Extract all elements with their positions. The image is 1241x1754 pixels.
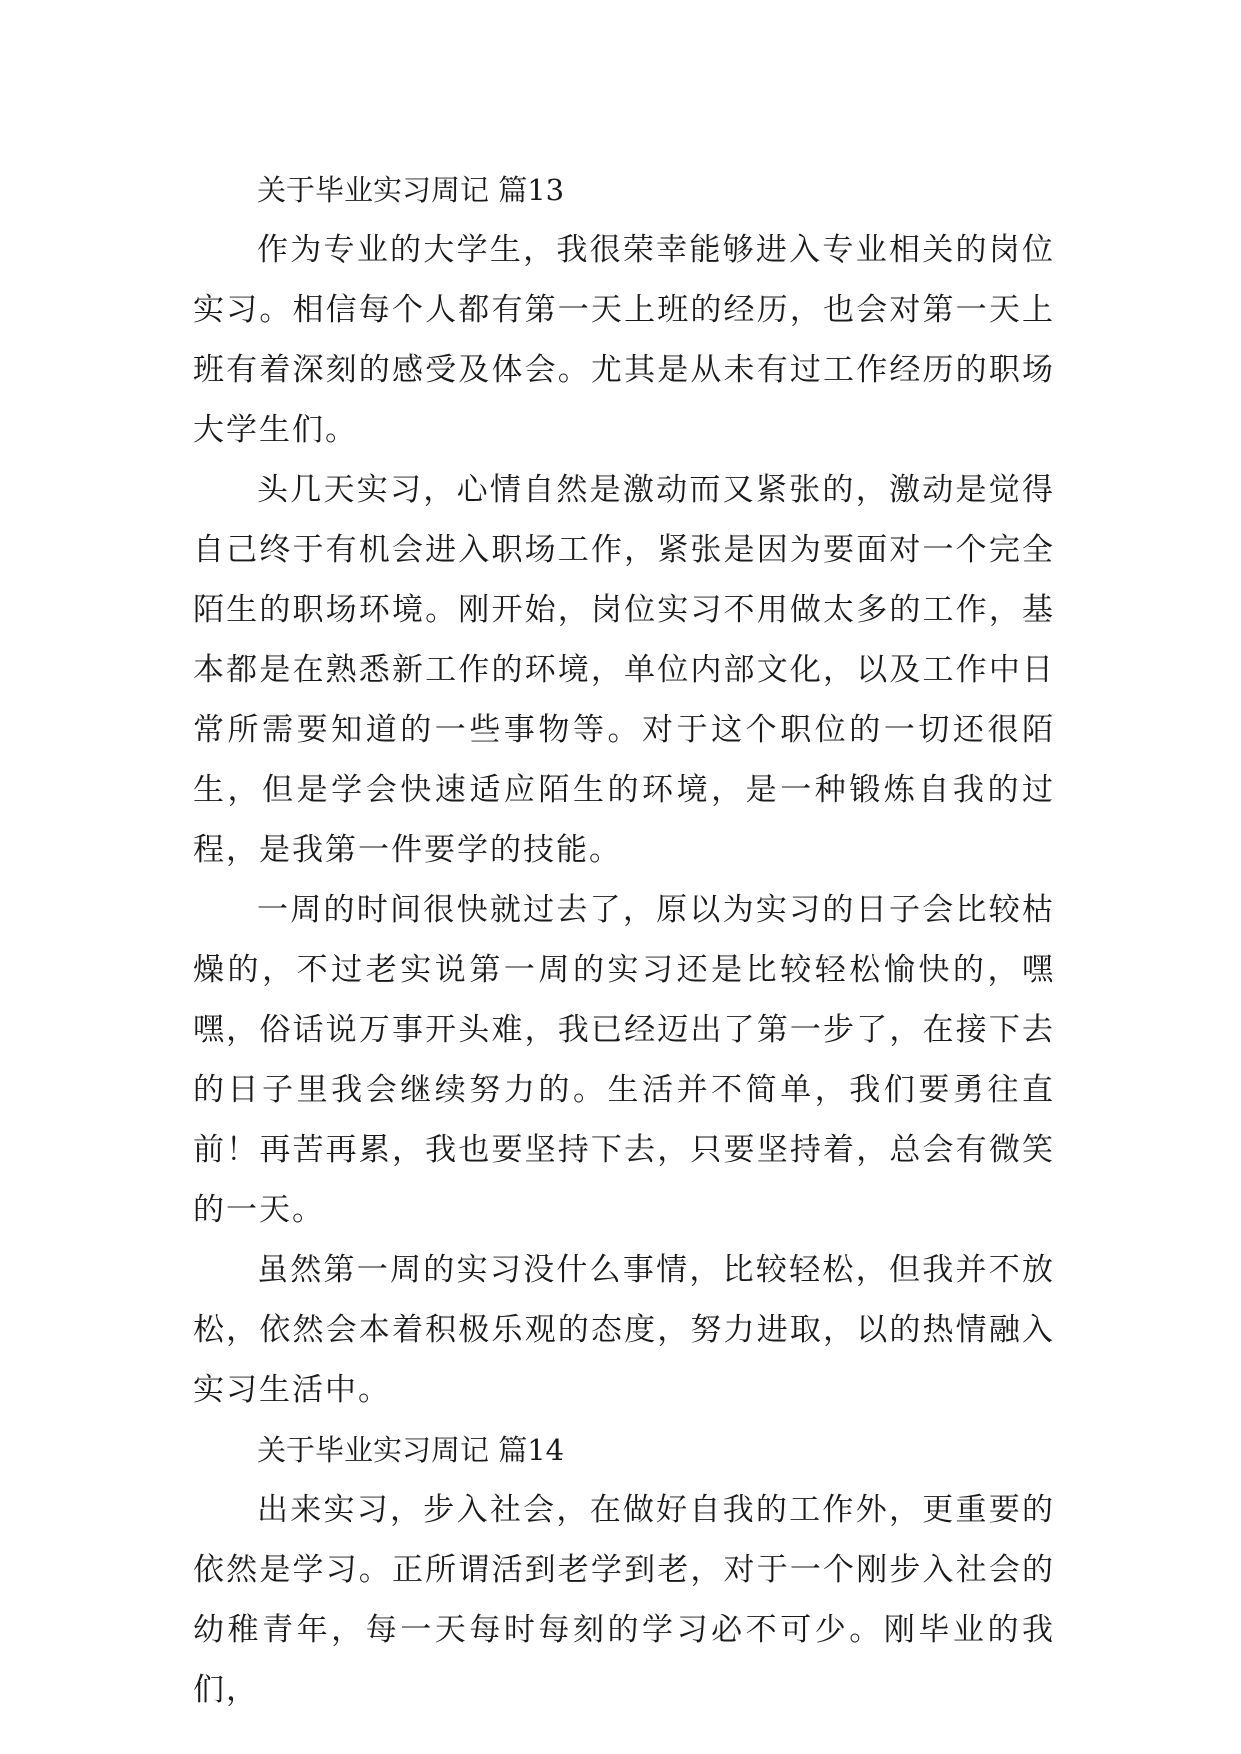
paragraph: 虽然第一周的实习没什么事情，比较轻松，但我并不放松，依然会本着积极乐观的态度，努力进取，以的热情融入实习生活中。 — [193, 1252, 1055, 1408]
paragraph: 一周的时间很快就过去了，原以为实习的日子会比较枯燥的，不过老实说第一周的实习还是比较轻松愉快的，嘿嘿，俗话说万事开头难，我已经迈出了第一步了，在接下去的日子里我会继续努力的。生活并不简单，我们要勇往直前！再苦再累，我也要坚持下去，只要坚持着，总会有微笑的一天。 — [193, 892, 1055, 1228]
document-body — [193, 160, 1055, 1720]
paragraph: 出来实习，步入社会，在做好自我的工作外，更重要的依然是学习。正所谓活到老学到老，对于一个刚步入社会的幼稚青年，每一天每时每刻的学习必不可少。刚毕业的我们， — [193, 1492, 1055, 1708]
paragraph: 头几天实习，心情自然是激动而又紧张的，激动是觉得自己终于有机会进入职场工作，紧张是因为要面对一个完全陌生的职场环境。刚开始，岗位实习不用做太多的工作，基本都是在熟悉新工作的环境，单位内部文化，以及工作中日常所需要知道的一些事物等。对于这个职位的一切还很陌生，但是学会快速适应陌生的环境，是一种锻炼自我的过程，是我第一件要学的技能。 — [193, 472, 1055, 868]
section-heading: 关于毕业实习周记 篇13 — [257, 173, 565, 207]
section-heading: 关于毕业实习周记 篇14 — [257, 1433, 565, 1467]
paragraph: 作为专业的大学生，我很荣幸能够进入专业相关的岗位实习。相信每个人都有第一天上班的经历，也会对第一天上班有着深刻的感受及体会。尤其是从未有过工作经历的职场大学生们。 — [193, 232, 1055, 448]
